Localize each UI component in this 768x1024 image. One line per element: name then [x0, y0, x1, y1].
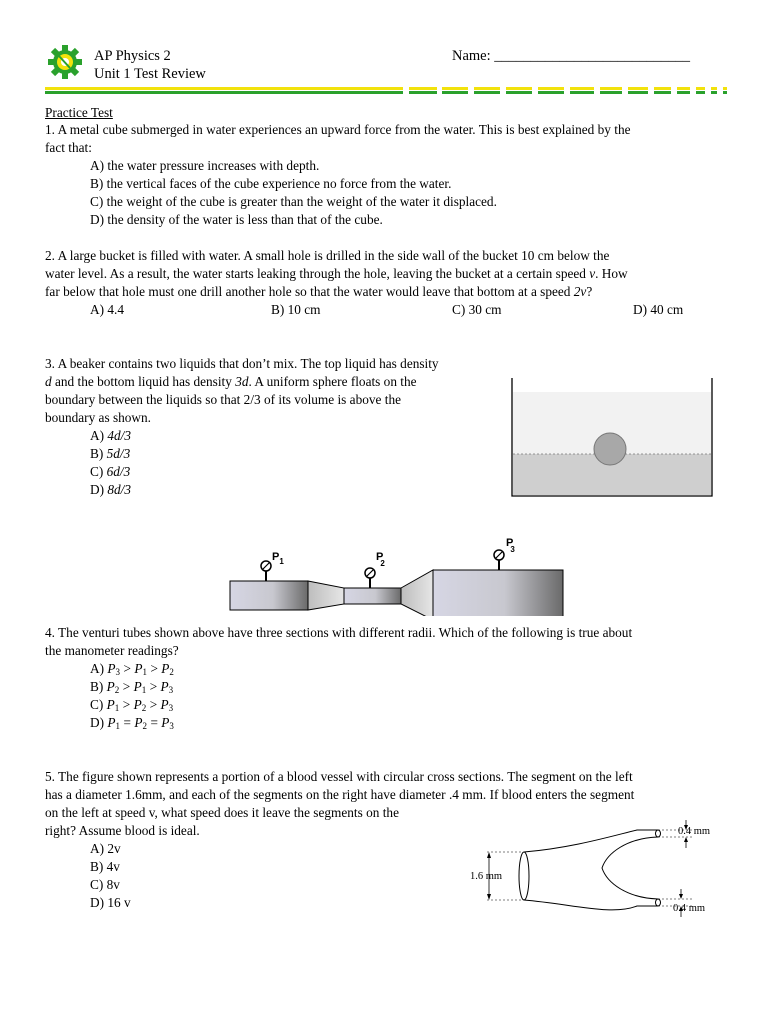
pressure-gauge-p2-icon	[365, 568, 375, 588]
q3-stem-line: boundary between the liquids so that 2/3 of its volume is above the	[45, 392, 401, 407]
q4-option-c: C) $P_1 > P_2 > P_3$	[90, 697, 174, 713]
q2-option-c: C) 30 cm	[452, 302, 502, 317]
q5-stem-line: 5. The figure shown represents a portion of a blood vessel with circular cross sections. The segment on the left	[45, 769, 633, 784]
vessel-top-opening	[656, 830, 661, 837]
venturi-tube-figure	[226, 536, 570, 616]
q3-option-a: A) 4d/3	[90, 428, 131, 443]
vessel-bottom-opening	[656, 899, 661, 906]
q3-stem-line: boundary as shown.	[45, 410, 151, 425]
q4-option-d: D) $P_1 = P_2 = P_3$	[90, 715, 174, 731]
beaker-figure	[508, 376, 716, 500]
q4-stem-line: 4. The venturi tubes shown above have three sections with different radii. Which of the following is true about	[45, 625, 633, 640]
vessel-left-opening	[519, 852, 529, 900]
q5-option-c: C) 8v	[90, 877, 120, 892]
q2-option-d: D) 40 cm	[633, 302, 684, 317]
q5-stem-line: right? Assume blood is ideal.	[45, 823, 200, 838]
diameter-top-label: 0.4 mm	[678, 826, 711, 837]
diameter-bottom-label: 0.4 mm	[673, 903, 706, 914]
venturi-section-2	[344, 588, 401, 604]
name-field-label: Name: ___________________________	[452, 48, 691, 64]
q5-option-d: D) 16 v	[90, 895, 131, 910]
q1-option-a: A) the water pressure increases with depth.	[90, 158, 320, 173]
q3-stem-line: d and the bottom liquid has density 3d. A uniform sphere floats on the	[45, 374, 417, 389]
pressure-gauge-p1-icon	[261, 561, 271, 581]
course-title: AP Physics 2	[94, 48, 171, 64]
venturi-taper	[308, 581, 344, 610]
q2-stem-line: far below that hole must one drill another hole so that the water would leave that bottom at a speed 2v?	[45, 284, 593, 299]
q3-stem-line: 3. A beaker contains two liquids that don’t mix. The top liquid has density	[45, 356, 439, 371]
venturi-flare	[401, 570, 433, 616]
q1-stem-line: fact that:	[45, 140, 92, 155]
q2-stem-line: water level. As a result, the water starts leaking through the hole, leaving the bucket at a certain speed v. How	[45, 266, 628, 281]
q3-option-b: B) 5d/3	[90, 446, 131, 461]
section-title: Practice Test	[45, 105, 113, 120]
q2-option-b: B) 10 cm	[271, 302, 321, 317]
q3-option-d: D) 8d/3	[90, 482, 131, 497]
q1-option-c: C) the weight of the cube is greater than the weight of the water it displaced.	[90, 194, 497, 209]
venturi-section-1	[230, 581, 308, 610]
q2-stem-line: 2. A large bucket is filled with water. A small hole is drilled in the side wall of the bucket 10 cm below the	[45, 248, 610, 263]
gear-logo-icon	[47, 44, 83, 80]
q4-stem-line: the manometer readings?	[45, 643, 179, 658]
q5-option-b: B) 4v	[90, 859, 120, 874]
q4-option-b: B) $P_2 > P_1 > P_3$	[90, 679, 174, 695]
q3-option-c: C) 6d/3	[90, 464, 131, 479]
venturi-section-3	[433, 570, 563, 616]
p2-label: P 2	[376, 551, 385, 568]
q5-option-a: A) 2v	[90, 841, 121, 856]
q4-option-a: A) $P_3 > P_1 > P_2$	[90, 661, 174, 677]
q5-stem-line: has a diameter 1.6mm, and each of the segments on the right have diameter .4 mm. If blood enters the segment	[45, 787, 635, 802]
p3-label: P 3	[506, 537, 515, 554]
diameter-left-label: 1.6 mm	[470, 871, 503, 882]
q1-stem-line: 1. A metal cube submerged in water experiences an upward force from the water. This is best explained by the	[45, 122, 631, 137]
q2-option-a: A) 4.4	[90, 302, 124, 317]
q5-stem-line: on the left at speed v, what speed does it leave the segments on the	[45, 805, 399, 820]
q1-option-b: B) the vertical faces of the cube experience no force from the water.	[90, 176, 452, 191]
floating-sphere	[594, 433, 626, 465]
blood-vessel-figure	[462, 818, 724, 928]
q1-option-d: D) the density of the water is less than that of the cube.	[90, 212, 383, 227]
unit-title: Unit 1 Test Review	[94, 66, 206, 82]
p1-label: $P_1$	[272, 551, 284, 566]
pressure-gauge-p3-icon	[494, 550, 504, 570]
